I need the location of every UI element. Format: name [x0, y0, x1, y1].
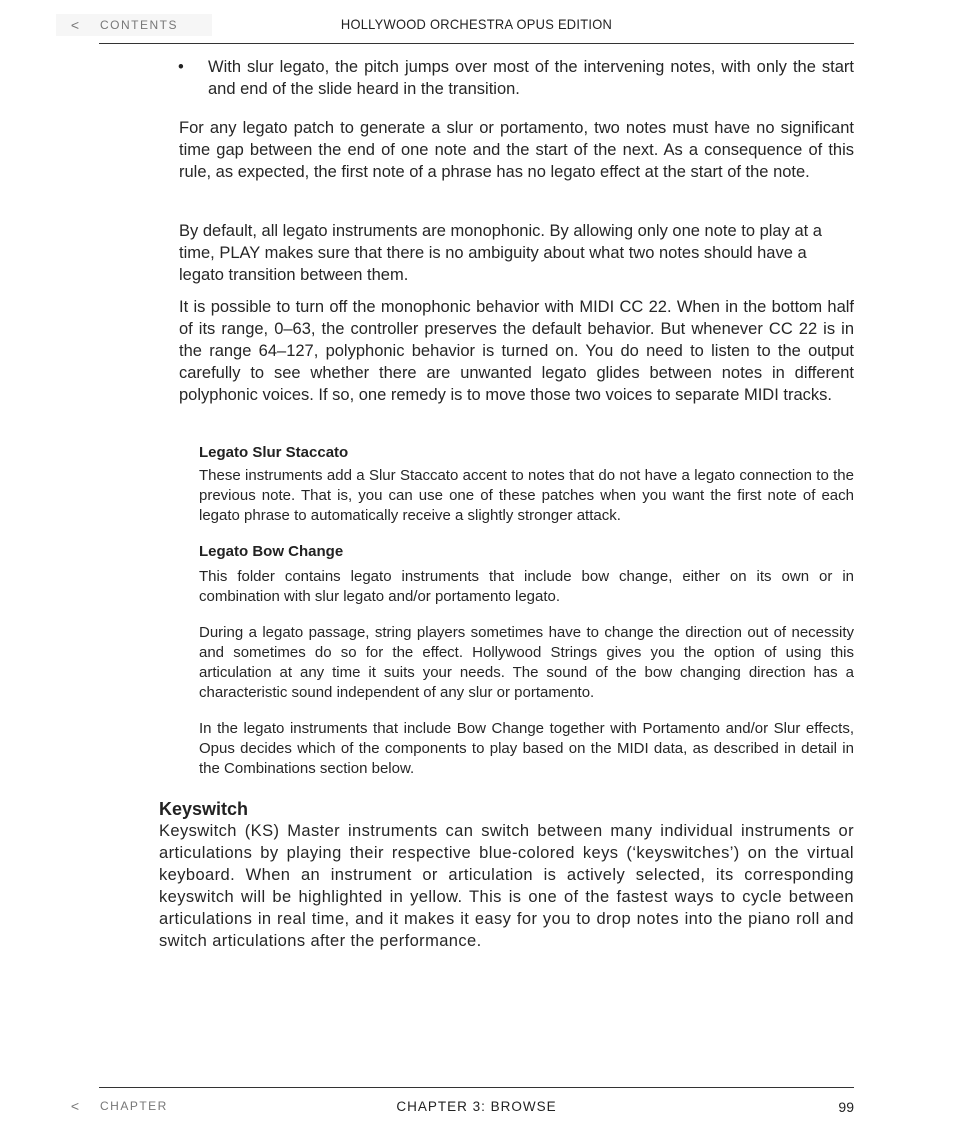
bow-change-paragraph-2: During a legato passage, string players sometimes have to change the direction out of necessity and sometimes do so for the effect. Hollywood Strings gives you the option of using this articulation at any time it suits your needs. The sound of the bow changing direction has a characteristic sound independent of any slur or portamento.	[199, 624, 854, 701]
keyswitch-heading: Keyswitch	[159, 799, 249, 819]
bow-change-paragraph-3: In the legato instruments that include Bow Change together with Portamento and/or Slur effects, Opus decides which of the components to play based on the MIDI data, as described in detail in the Combinations section below.	[199, 720, 854, 777]
chevron-left-icon: <	[70, 1098, 80, 1114]
bullet-text: With slur legato, the pitch jumps over most of the intervening notes, with only the start and end of the slide heard in the transition.	[208, 58, 854, 98]
legato-slur-staccato-heading: Legato Slur Staccato	[199, 444, 349, 461]
bullet-item	[178, 56, 854, 100]
bow-change-paragraph-1: This folder contains legato instruments that include bow change, either on its own or in combination with slur legato and/or portamento legato.	[199, 568, 854, 605]
legato-slur-staccato-text: These instruments add a Slur Staccato accent to notes that do not have a legato connection to the previous note. That is, you can use one of these patches when you want the first note of each legato phrase to automatically receive a slightly stronger attack.	[199, 467, 854, 524]
document-title: HOLLYWOOD ORCHESTRA OPUS EDITION	[340, 16, 613, 32]
polyphonic-paragraph: It is possible to turn off the monophonic behavior with MIDI CC 22. When in the bottom half of its range, 0–63, the controller preserves the default behavior. But whenever CC 22 is in the range 64–127, polyphonic behavior is turned on. You do need to listen to the output carefully to see whether there are unwanted legato glides between notes in different polyphonic voices. If so, one remedy is to move those two voices to separate MIDI tracks.	[179, 298, 854, 404]
chevron-left-icon: <	[70, 17, 80, 33]
header-divider	[99, 43, 854, 44]
bullet-dot-icon: •	[178, 58, 184, 76]
footer-chapter-title: CHAPTER 3: BROWSE	[396, 1099, 557, 1114]
contents-nav-label: CONTENTS	[100, 18, 178, 32]
keyswitch-text: Keyswitch (KS) Master instruments can switch between many individual instruments or articulations by playing their respective blue-colored keys (‘keyswitches’) on the virtual keyboard. When an instrument or articulation is actively selected, its corresponding keyswitch will be highlighted in yellow. This is one of the fastest ways to cycle between articulations in real time, and it makes it easy for you to drop notes into the piano roll and switch articulations after the performance.	[159, 822, 854, 950]
page-number: 99	[838, 1099, 854, 1115]
chapter-nav-label: CHAPTER	[100, 1099, 168, 1113]
footer-divider	[99, 1087, 854, 1088]
monophonic-paragraph: By default, all legato instruments are monophonic. By allowing only one note to play at a time, PLAY makes sure that there is no ambiguity about what two notes should have a legato transition between them.	[179, 222, 822, 284]
legato-bow-change-heading: Legato Bow Change	[199, 543, 344, 560]
legato-gap-paragraph: For any legato patch to generate a slur or portamento, two notes must have no significant time gap between the end of one note and the start of the next. As a consequence of this rule, as expected, the first note of a phrase has no legato effect at the start of the note.	[179, 119, 854, 181]
